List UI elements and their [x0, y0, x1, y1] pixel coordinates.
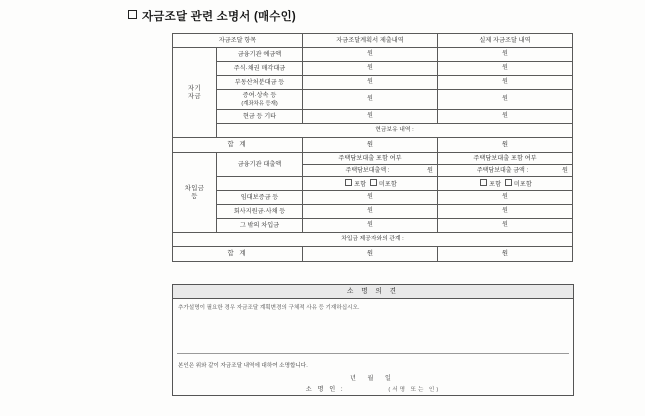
- header-actual: 실제 자금조달 내역: [438, 34, 573, 48]
- checkbox-icon-include-submitted[interactable]: [345, 179, 352, 186]
- table-row: [173, 62, 573, 76]
- group-label-borrowings: 차입금 등: [173, 153, 217, 233]
- checkbox-icon-exclude-submitted[interactable]: [370, 179, 377, 186]
- sum-label: 합 계: [173, 138, 303, 153]
- divider: [177, 353, 569, 354]
- checkbox-icon-exclude-actual[interactable]: [505, 179, 512, 186]
- row-submitted[interactable]: 원: [303, 219, 438, 233]
- opinion-box: [172, 284, 574, 396]
- page-title-text: 자금조달 관련 소명서 (매수인): [142, 11, 296, 23]
- borrower-relation-note[interactable]: 차입금 제공자와의 관계 :: [173, 233, 573, 247]
- loan-actual-cell: [438, 153, 573, 177]
- row-label: 주식·채권 매각대금: [217, 62, 303, 76]
- header-submitted: 자금조달계획서 제출내역: [303, 34, 438, 48]
- row-actual[interactable]: 원: [438, 76, 573, 90]
- table-row: [173, 219, 573, 233]
- row-label: 증여·상속 등 (계좌차유 등재): [217, 90, 303, 110]
- table-row: [173, 205, 573, 219]
- sum-label: 합 계: [173, 247, 303, 262]
- row-label: 부동산처분대금 등: [217, 76, 303, 90]
- group-label-own-funds: 자기 자금: [173, 48, 217, 138]
- row-actual[interactable]: 원: [438, 191, 573, 205]
- row-submitted[interactable]: 원: [303, 110, 438, 124]
- row-submitted[interactable]: 원: [303, 191, 438, 205]
- row-label: 그 밖의 차입금: [217, 219, 303, 233]
- row-label: 현금 등 기타: [217, 110, 303, 124]
- loan-include-label: 주택담보대출 포함 여부: [338, 155, 402, 162]
- declaration-text: 본인은 위와 같이 자금조달 내역에 대하여 소명합니다.: [178, 363, 308, 369]
- table-row-sum: [173, 138, 573, 153]
- row-submitted[interactable]: 원: [303, 90, 438, 110]
- row-label-empty: [217, 177, 303, 191]
- table-row: [173, 90, 573, 110]
- header-item: 자금조달 항목: [173, 34, 303, 48]
- row-submitted[interactable]: 원: [303, 48, 438, 62]
- sum-submitted[interactable]: 원: [303, 247, 438, 262]
- table-row: [173, 191, 573, 205]
- row-submitted[interactable]: 원: [303, 205, 438, 219]
- funding-table: [172, 33, 573, 262]
- table-row-loan-options: [173, 177, 573, 191]
- option-label-include: 포함: [489, 180, 502, 188]
- row-label: 금융기관 예금액: [217, 48, 303, 62]
- option-label-include: 포함: [354, 180, 367, 188]
- page-title: [128, 8, 296, 24]
- loan-include-label: 주택담보대출 포함 여부: [473, 155, 537, 162]
- loan-actual-top: [438, 153, 572, 165]
- opinion-guide-text: 추가설명이 필요한 경우 자금조달 계획변경의 구체적 사유 등 기재하십시오.: [178, 305, 360, 311]
- signature-label: 소 명 인 :: [305, 386, 345, 393]
- row-actual[interactable]: 원: [438, 62, 573, 76]
- row-submitted[interactable]: 원: [303, 62, 438, 76]
- row-label: 회사지원금·사채 등: [217, 205, 303, 219]
- loan-submitted-bottom: [303, 165, 437, 176]
- loan-submitted-top: [303, 153, 437, 165]
- row-submitted[interactable]: 원: [303, 76, 438, 90]
- opinion-body[interactable]: [173, 299, 573, 395]
- sum-actual[interactable]: 원: [438, 138, 573, 153]
- loan-actual-options: [438, 177, 573, 191]
- row-actual[interactable]: 원: [438, 219, 573, 233]
- loan-submitted-cell: [303, 153, 438, 177]
- table-row: [173, 76, 573, 90]
- table-row-loan: [173, 153, 573, 177]
- table-header-row: [173, 34, 573, 48]
- table-row-note: [173, 233, 573, 247]
- option-label-exclude: 미포함: [378, 180, 397, 188]
- row-label: 임대보증금 등: [217, 191, 303, 205]
- loan-submitted-options: [303, 177, 438, 191]
- loan-actual-bottom: [438, 165, 572, 176]
- checkbox-icon-include-actual[interactable]: [480, 179, 487, 186]
- signature-line[interactable]: [173, 384, 573, 393]
- opinion-header: 소 명 의 견: [173, 285, 573, 299]
- loan-amount-unit: 원: [427, 167, 433, 174]
- table-row-note: [173, 124, 573, 138]
- row-actual[interactable]: 원: [438, 90, 573, 110]
- sum-submitted[interactable]: 원: [303, 138, 438, 153]
- row-actual[interactable]: 원: [438, 205, 573, 219]
- loan-amount-label[interactable]: 주택담보대출 금액 :: [476, 168, 529, 174]
- loan-amount-label[interactable]: 주택담보대출액 :: [345, 168, 390, 174]
- row-actual[interactable]: 원: [438, 110, 573, 124]
- table-row: [173, 48, 573, 62]
- row-actual[interactable]: 원: [438, 48, 573, 62]
- stamp-label: (서명 또는 인): [388, 387, 441, 393]
- loan-amount-unit: 원: [562, 167, 568, 174]
- checkbox-icon: [128, 10, 137, 19]
- table-row: [173, 110, 573, 124]
- sum-actual[interactable]: 원: [438, 247, 573, 262]
- date-line[interactable]: 년 월 일: [350, 376, 396, 382]
- cash-holding-note[interactable]: 현금보유 내역 :: [217, 124, 573, 138]
- row-label: 금융기관 대출액: [217, 153, 303, 177]
- table-row-sum: [173, 247, 573, 262]
- option-label-exclude: 미포함: [513, 180, 532, 188]
